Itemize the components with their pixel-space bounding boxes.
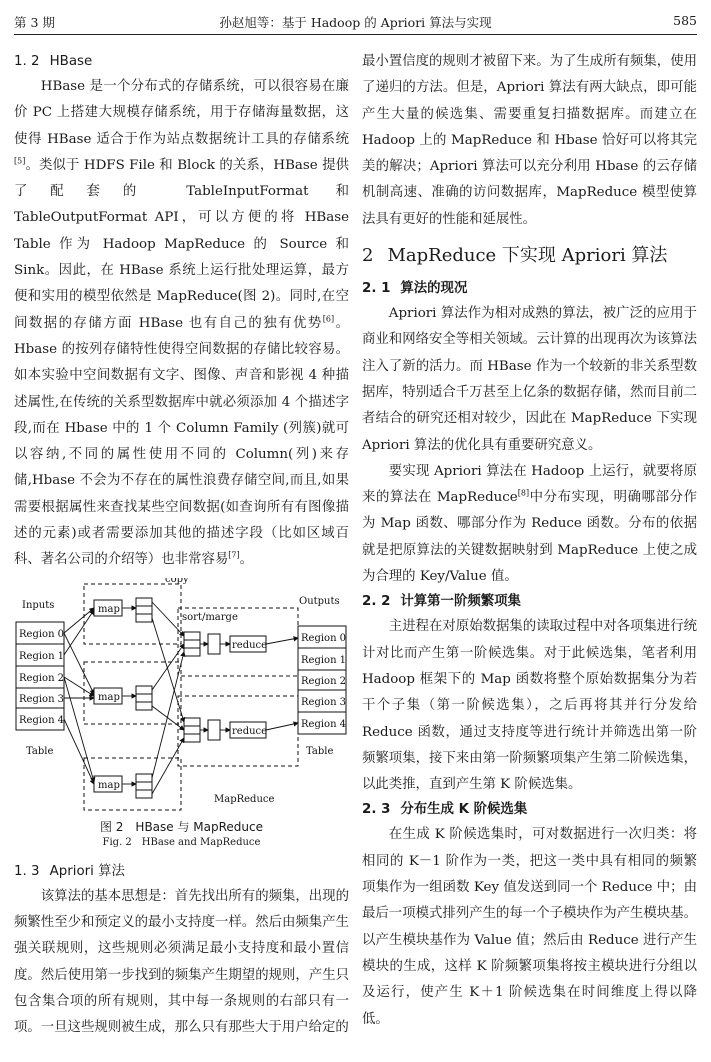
running-title: 孙赵旭等：基于 Hadoop 的 Apriori 算法与实现 [219,15,492,30]
input-regions [16,622,64,730]
paragraph-implementation: 要实现 Apriori 算法在 Hadoop 上运行，就要将原来的算法在 MapReduce[8]中分布实现，明确哪部分作为 Map 函数、哪部分作为 Reduce 函数。分布的依据就是把原算法的关键数据映射到 MapReduce 上使之成为合理的 Key/Value 值。 [362,463,698,585]
input-region-3: Region 3 [19,693,65,705]
reduce-box-1: reduce [232,639,268,651]
paragraph-k-order: 在生成 K 阶候选集时，可对数据进行一次归类：将相同的 K－1 阶作为一类，把这一类中具有相同的频繁项集作为一组函数 Key 值发送到同一个 Reduce 中；由最后一项模式排列产生的每一个子模块作为产生模块基。以产生模块基作为 Value 值；然后由 Reduce 进行产生模块的生成，这样 K 阶频繁项集将按主模块进行分组以及运行，使产生 K＋1 阶候选集在时间维度上得以降低。 [362,827,697,1027]
output-region-0: Region 0 [301,632,347,644]
figure-hbase-mapreduce [14,578,349,818]
figure-caption-en: Fig. 2 HBase and MapReduce [102,836,261,848]
paragraph-status: Apriori 算法作为相对成熟的算法，被广泛的应用于商业和网络安全等相关领域。云计算的出现再次为该算法注入了新的活力。而 HBase 作为一个较新的非关系型数据库，特别适合千万甚至上亿条的数据存储，然而目前二者结合的研究还相对较少，因此在 MapReduce 下实现 Apriori 算法的优化具有重要研究意义。 [362,306,697,453]
map-box-1: map [98,603,120,615]
paragraph-continued: 最小置信度的规则才被留下来。为了生成所有频集，使用了递归的方法。但是，Apriori 算法有两大缺点，即可能产生大量的候选集、需要重复扫描数据库。而建立在 Hadoop 上的 MapReduce 和 Hbase 恰好可以将其完美的解决；Apriori 算法可以充分利用 Hbase 的云存储机制高速、准确的访问数据库，MapReduce 模型使算法具有更好的性能和延展性。 [362,54,697,227]
issue-label: 第 3 期 [14,15,55,30]
map-box-2: map [98,691,120,703]
citation-8: [8] [517,488,530,498]
mapreduce-diagram [14,578,349,818]
citation-5: [5] [14,156,26,166]
input-region-2: Region 2 [19,672,65,684]
copy-label: copy [165,577,189,585]
input-region-4: Region 4 [19,714,65,726]
output-region-2: Region 2 [301,675,347,687]
section-heading-1-2: 1. 2 HBase [14,54,93,69]
right-column [362,49,697,1033]
page-number: 585 [673,13,697,28]
section-heading-2-1: 2. 1 算法的现况 [362,281,468,297]
input-region-0: Region 0 [19,628,65,640]
inputs-label: Inputs [22,599,55,611]
citation-7: [7] [228,550,240,560]
left-column [14,50,349,1041]
paragraph-hbase: HBase 是一个分布式的存储系统，可以很容易在廉价 PC 上搭建大规模存储系统，用于存储海量数据，这使得 HBase 适合于作为站点数据统计工具的存储系统[5]。类似于 HDFS File 和 Block 的关系，HBase 提供了配套的 TableInputFormat 和 TableOutputFormat API，可以方便的将 HBase Table 作为 Hadoop MapReduce 的 Source 和 Sink。因此，在 HBase 系统上运行批处理运算，最方便和实用的模型依然是 MapReduce(图 2)。同时,在空间数据的存储方面 HBase 也有自己的独有优势[6]。Hbase 的按列存储特性使得空间数据的存储比较容易。如本实验中空间数据有文字、图像、声音和影视 4 种描述属性,在传统的关系型数据库中就必须添加 4 个描述字段,而在 Hbase 中的 1 个 Column Family (列簇)就可以容纳,不同的属性使用不同的 Column(列)来存储,Hbase 不会为不存在的属性浪费存储空间,而且,如果需要根据属性来查找某些空间数据(如查询所有有图像描述的元素)或者需要添加其他的描述字段（比如区域百科、著名公司的介绍等）也非常容易[7]。 [14,79,350,568]
citation-6: [6] [322,314,335,324]
output-region-1: Region 1 [301,654,347,666]
sort-merge-label: sort/marge [182,611,238,623]
paragraph-first-order: 主进程在对原始数据集的读取过程中对各项集进行统计对比而产生第一阶候选集。对于此候选集，笔者利用 Hadoop 框架下的 Map 函数将整个原始数据集分为若干个子集（第一阶候选集），之后再将其并行分发给 Reduce 函数，通过支持度等进行统计并筛选出第一阶频繁项集，接下来由第一阶频繁项集产生第二阶候选集，以此类推，直到产生第 K 阶候选集。 [362,619,697,793]
input-region-1: Region 1 [19,650,65,662]
output-region-4: Region 4 [301,718,347,730]
page-header [14,8,697,35]
output-regions [298,626,346,734]
figure-caption: 图 2 HBase 与 MapReduce [99,819,264,834]
input-table-label: Table [26,745,54,757]
reduce-box-2: reduce [232,725,268,737]
output-table-label: Table [306,745,334,757]
paragraph-apriori: 该算法的基本思想是：首先找出所有的频集，出现的频繁性至少和预定义的最小支持度一样。然后由频集产生强关联规则，这些规则必须满足最小支持度和最小置信度。然后使用第一步找到的频集产生期望的规则，产生只包含集合项的所有规则，其中每一条规则的右部只有一项。一旦这些规则被生成，那么只有那些大于用户给定的 [14,888,349,1036]
output-region-3: Region 3 [301,696,347,708]
outputs-label: Outputs [299,595,340,607]
mapreduce-label: MapReduce [214,793,275,805]
section-heading-2-3: 2. 3 分布生成 K 阶候选集 [362,802,528,818]
map-box-3: map [98,779,120,791]
section-heading-2-2: 2. 2 计算第一阶频繁项集 [362,594,521,610]
section-heading-1-3: 1. 3 Apriori 算法 [14,863,125,879]
section-heading-2: 2 MapReduce 下实现 Apriori 算法 [362,245,668,267]
